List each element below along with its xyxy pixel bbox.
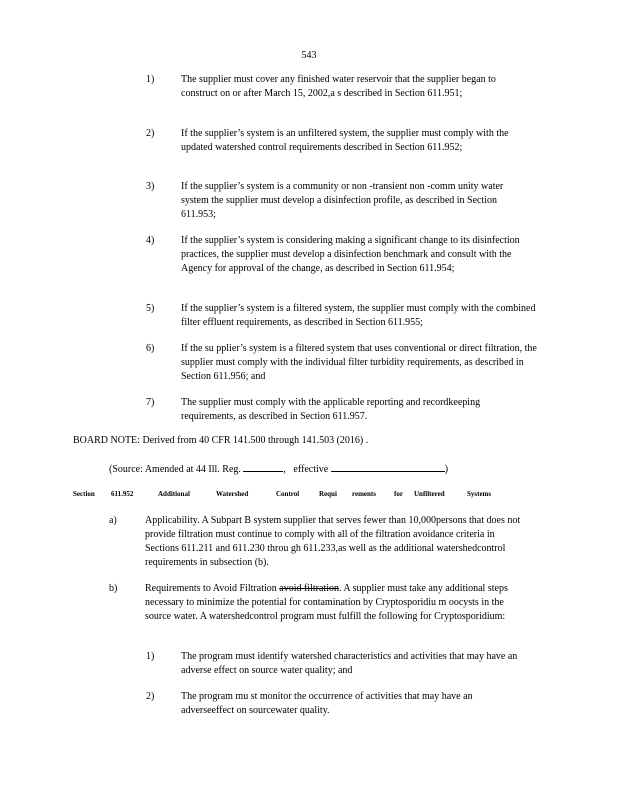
- deleted-text: avoid filtration: [279, 583, 339, 594]
- item-number: 1): [146, 651, 155, 662]
- subsection-letter: b): [109, 583, 118, 594]
- heading-word: Unfiltered: [414, 490, 445, 498]
- heading-word: Requi: [319, 490, 337, 498]
- source-comma: ,: [283, 464, 286, 475]
- section-heading: [0, 489, 618, 501]
- effective-date-blank: [331, 461, 445, 472]
- board-note: BOARD NOTE: Derived from 40 CFR 141.500 through 141.503 (2016) .: [73, 435, 369, 446]
- subsection-text: [145, 582, 529, 624]
- item-text: If the su pplier’s system is a filtered system that uses conventional or direct filtration, the supplier must comply with the individual filter turbidity requirements, as described in Section 611.956; and: [181, 343, 537, 382]
- item-number: 2): [146, 128, 155, 139]
- item-number: 2): [146, 691, 155, 702]
- page-number: 543: [301, 50, 317, 61]
- subsection-heading-text: Requirements to Avoid Filtration: [145, 583, 277, 594]
- item-number: 5): [146, 303, 155, 314]
- source-effective: effective: [293, 464, 329, 475]
- subsection-body-text: . A supplier must take any additional steps necessary to minimize the potential for contamination by Cryptosporidiu m oocysts in the source water. A watershedcontrol program must fulfill the following for Cryptosporidium:: [145, 583, 508, 622]
- item-text: If the supplier’s system is considering making a significant change to its disinfection practices, the supplier must develop a disinfection benchmark and consult with the Agency for approval of the change, as described in Section 611.954;: [181, 235, 520, 274]
- heading-word: for: [394, 490, 403, 498]
- heading-word: rements: [352, 490, 376, 498]
- source-close: ): [444, 464, 449, 475]
- item-text: If the supplier’s system is a community or non -transient non -comm unity water system the supplier must develop a disinfection profile, as described in Section 611.953;: [181, 181, 504, 220]
- item-text: The program must identify watershed characteristics and activities that may have an adverse effect on source water quality; and: [181, 651, 518, 676]
- item-number: 1): [146, 74, 155, 85]
- heading-word: Additional: [158, 490, 190, 498]
- item-text: The program mu st monitor the occurrence of activities that may have an adverseeffect on sourcewater quality.: [181, 691, 473, 716]
- heading-word: Watershed: [216, 490, 249, 498]
- item-text: The supplier must cover any finished water reservoir that the supplier began to construct on or after March 15, 2002,a s described in Section 611.951;: [181, 74, 496, 99]
- section-label: Section: [73, 490, 95, 498]
- subsection-letter: a): [109, 515, 117, 526]
- item-number: 7): [146, 397, 155, 408]
- heading-word: Systems: [467, 490, 492, 498]
- source-line: [109, 461, 448, 477]
- item-number: 4): [146, 235, 155, 246]
- item-text: The supplier must comply with the applicable reporting and recordkeeping requirements, as described in Section 611.957.: [181, 397, 481, 422]
- item-number: 3): [146, 181, 155, 192]
- source-prefix: (Source: Amended at 44 Ill. Reg.: [109, 464, 241, 475]
- item-number: 6): [146, 343, 155, 354]
- section-number: 611.952: [111, 490, 134, 498]
- register-page-blank: [243, 461, 283, 472]
- heading-word: Control: [276, 490, 300, 498]
- subsection-text: Applicability. A Subpart B system supplier that serves fewer than 10,000persons that does not provide filtration must continue to comply with all of the filtration avoidance criteria in Sections 611.211 and 611.230 throu gh 611.233,as well as the additional watershedcontrol requirements in subsection (b).: [145, 515, 521, 568]
- item-text: If the supplier’s system is an unfiltered system, the supplier must comply with the updated watershed control requirements described in Section 611.952;: [181, 128, 509, 153]
- item-text: If the supplier’s system is a filtered system, the supplier must comply with the combined filter effluent requirements, as described in Section 611.955;: [181, 303, 536, 328]
